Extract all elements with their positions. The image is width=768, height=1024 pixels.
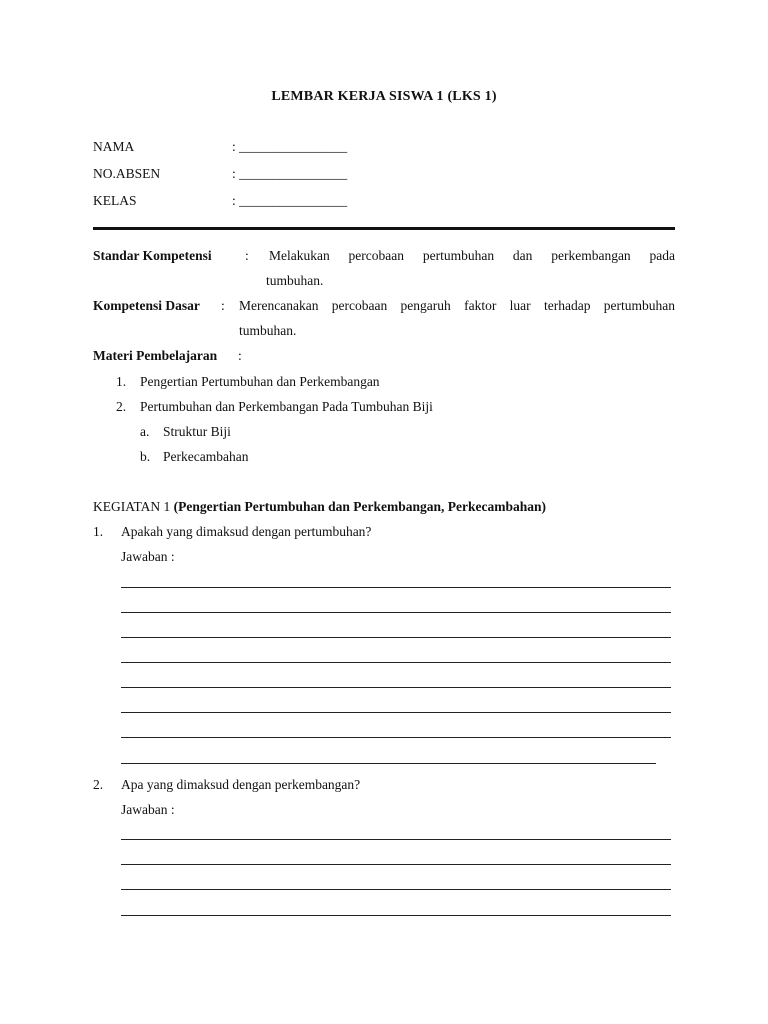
standar-label: Standar Kompetensi xyxy=(93,248,212,263)
identity-field-kelas[interactable]: : ________________ xyxy=(232,193,348,208)
materi-subitem-text: Perkecambahan xyxy=(163,449,249,464)
kompetensi-sep: : xyxy=(221,298,225,313)
kompetensi-text-line2: tumbuhan. xyxy=(239,323,297,338)
question-text: Apakah yang dimaksud dengan pertumbuhan? xyxy=(121,524,372,539)
question-text: Apa yang dimaksud dengan perkembangan? xyxy=(121,777,361,792)
answer-line[interactable] xyxy=(121,687,671,688)
materi-item-num: 2. xyxy=(116,399,127,414)
answer-line[interactable] xyxy=(121,637,671,638)
answer-line[interactable] xyxy=(121,712,671,713)
materi-sep: : xyxy=(238,348,242,363)
answer-line[interactable] xyxy=(121,864,671,865)
answer-line[interactable] xyxy=(121,612,671,613)
identity-field-nama[interactable]: : ________________ xyxy=(232,139,348,154)
answer-line[interactable] xyxy=(121,763,656,764)
materi-subitem-letter: a. xyxy=(140,424,150,439)
kegiatan-title: (Pengertian Pertumbuhan dan Perkembangan, Perkecambahan) xyxy=(173,499,547,514)
materi-item-text: Pengertian Pertumbuhan dan Perkembangan xyxy=(140,374,380,389)
identity-field-absen[interactable]: : ________________ xyxy=(232,166,348,181)
materi-label: Materi Pembelajaran xyxy=(93,348,218,363)
answer-line[interactable] xyxy=(121,915,671,916)
kegiatan-heading xyxy=(93,499,546,515)
answer-label: Jawaban : xyxy=(121,549,175,564)
standar-text-line1: Melakukan percobaan pertumbuhan dan perkembangan pada xyxy=(269,248,675,263)
answer-line[interactable] xyxy=(121,737,671,738)
standar-sep: : xyxy=(245,248,249,263)
materi-subitem-letter: b. xyxy=(140,449,151,464)
identity-label-kelas: KELAS xyxy=(93,193,137,208)
answer-line[interactable] xyxy=(121,839,671,840)
question-number: 1. xyxy=(93,524,104,539)
identity-label-nama: NAMA xyxy=(93,139,135,154)
page-title: LEMBAR KERJA SISWA 1 (LKS 1) xyxy=(271,89,497,104)
question-number: 2. xyxy=(93,777,104,792)
identity-label-absen: NO.ABSEN xyxy=(93,166,161,181)
header-divider xyxy=(93,227,675,230)
answer-label: Jawaban : xyxy=(121,802,175,817)
kegiatan-prefix: KEGIATAN 1 xyxy=(93,499,171,514)
materi-subitem-text: Struktur Biji xyxy=(163,424,231,439)
materi-item-text: Pertumbuhan dan Perkembangan Pada Tumbuhan Biji xyxy=(140,399,433,414)
kompetensi-label: Kompetensi Dasar xyxy=(93,298,200,313)
answer-line[interactable] xyxy=(121,662,671,663)
answer-line[interactable] xyxy=(121,889,671,890)
answer-line[interactable] xyxy=(121,587,671,588)
standar-text-line2: tumbuhan. xyxy=(266,273,324,288)
kompetensi-text-line1: Merencanakan percobaan pengaruh faktor luar terhadap pertumbuhan xyxy=(239,298,675,313)
materi-item-num: 1. xyxy=(116,374,127,389)
